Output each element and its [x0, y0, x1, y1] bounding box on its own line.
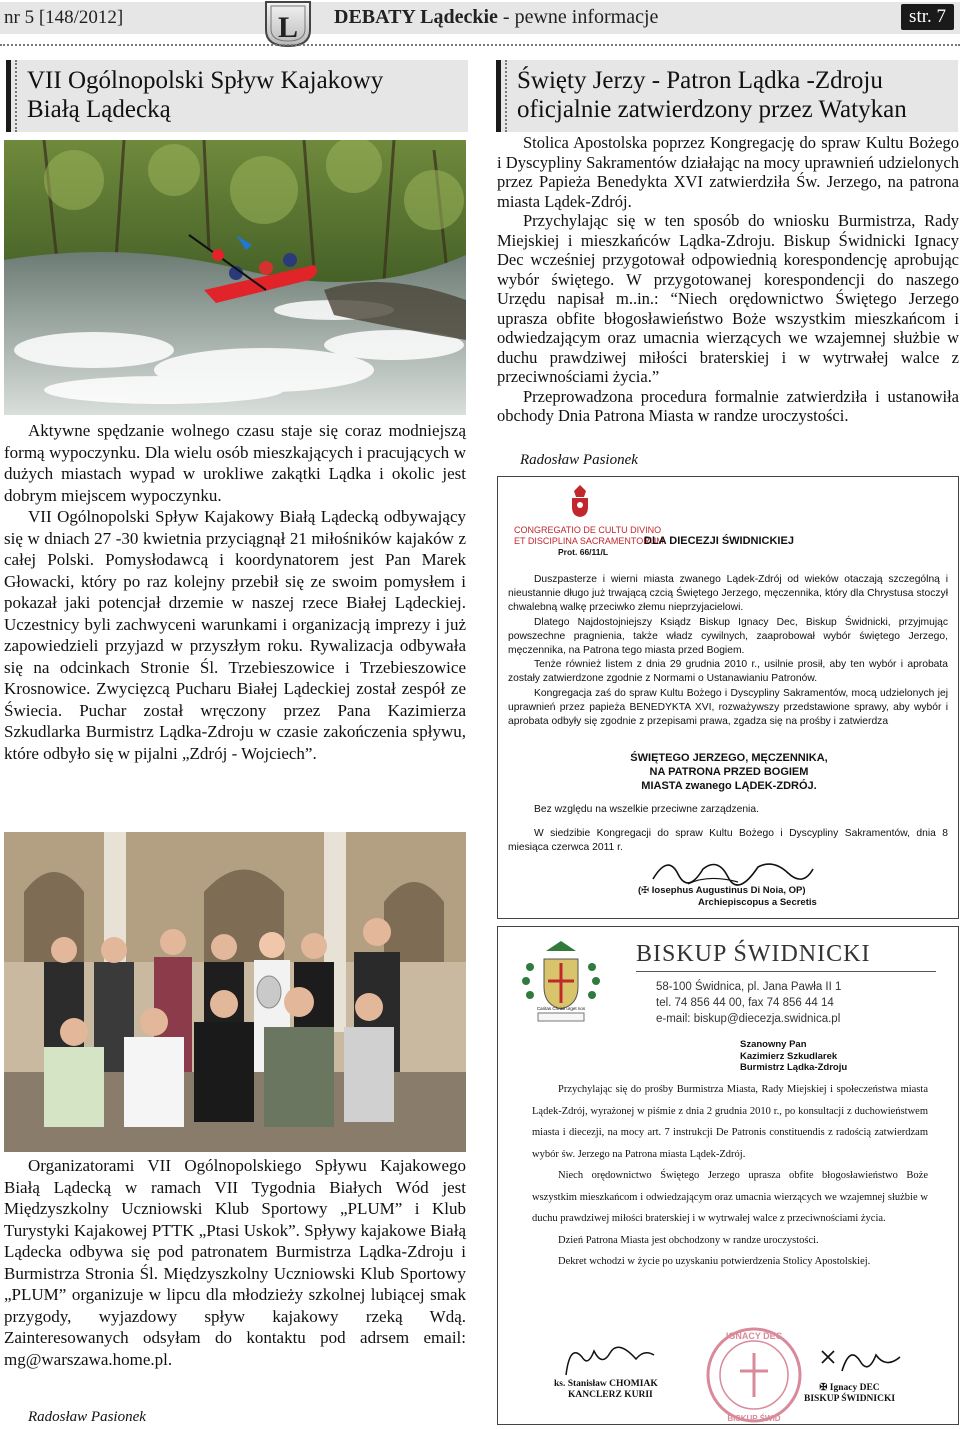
- archbishop-signature-icon: [648, 849, 818, 889]
- vatican-decree-scan: [497, 476, 959, 919]
- left-paragraph-3: Organizatorami VII Ogólnopolskiego Spływu Kajakowego Białą Lądecką w ramach VII Tygodnia Białych Wód jest Międzyszkolny Uczniowski Klub Sportowy „PLUM” i Klub Turystyki Kajakowej PTTK „Ptasi Uskok”. Spływy kajakowe Białą Lądecka odbywa się pod patronatem Burmistrza Lądka-Zdroju i Burmistrza Stronia Śl. Międzyszkolny Uczniowski Klub Sportowy „PLUM” organizuje w lipcu dla młodzieży szkolnej lubiącej smak przygody, wyjazdowy spływ kajakowy rzeką Wdą. Zainteresowanych odsyłam do kontaktu pod adrsem email: mg@warszawa.home.pl.: [4, 1156, 466, 1369]
- page-number-badge: str. 7: [901, 4, 954, 30]
- letter-body: Przychylając się do prośby Burmistrza Miasta, Rady Miejskiej i społeczeństwa miasta Lądek-Zdrój, wyrażonej w piśmie z dnia 2 grudnia 2010 r., po konsultacji z duchowieństwem miasta i diecezji, na mocy art. 7 instrukcji De Patronis constituendis z radością zatwierdzam wybór św. Jerzego na Patrona miasta Lądek-Zdrój. Niech orędownictwo Świętego Jerzego uprasza obfite błogosławieństwo Boże wszystkim mieszkańcom i odwiedzającym oraz umacnia wierzących we wzajemnej służbie w duchu prawdziwej miłości braterskiej i w wytrwałej walce z przeciwnościami życia. Dzień Patrona Miasta jest obchodzony w randze uroczystości. Dekret wchodzi w życie po uzyskaniu potwierdzenia Stolicy Apostolskiej.: [532, 1084, 928, 1267]
- bishop-signature-icon: [816, 1341, 906, 1381]
- kayak-photo: [4, 140, 466, 415]
- left-article-body-bottom: [4, 1155, 466, 1370]
- right-paragraph-3: Przeprowadzona procedura formalnie zatwierdziła i ustanowiła obchody Dnia Patrona Miasta w randze uroczystości.: [497, 386, 959, 425]
- decree-signer-title: Archiepiscopus a Secretis: [698, 897, 817, 908]
- decree-closing: Bez względu na wszelkie przeciwne zarządzenia. W siedzibie Kongregacji do spraw Kultu Bożego i Dyscypliny Sakramentów, dnia 8 miesiąca czerwca 2011 r.: [508, 804, 948, 854]
- left-article-body-top: [4, 420, 466, 764]
- right-paragraph-1: Stolica Apostolska poprzez Kongregację do spraw Kultu Bożego i Dyscypliny Sakramentów działając na mocy uprawnień udzielonych przez Papieża Benedykta XVI zatwierdziła Św. Jerzego, na patrona miasta Lądek-Zdrój.: [497, 133, 959, 211]
- group-photo: [4, 832, 466, 1152]
- decree-heading: DLA DIECEZJI ŚWIDNICKIEJ: [644, 535, 794, 547]
- right-byline: Radosław Pasionek: [520, 452, 638, 468]
- bishop-coat-of-arms-icon: [516, 937, 606, 1027]
- seal-text-top: IGNACY DEC: [725, 1331, 783, 1341]
- header-divider: [0, 44, 960, 46]
- decree-declaration: ŚWIĘTEGO JERZEGO, MĘCZENNIKA, NA PATRONA PRZED BOGIEM MIASTA zwanego LĄDEK-ZDRÓJ.: [630, 752, 828, 792]
- newspaper-logo: [264, 0, 312, 48]
- letterhead-rule: [636, 971, 936, 972]
- right-article-body: [497, 133, 959, 426]
- bishop-letterhead: BISKUP ŚWIDNICKI: [636, 941, 871, 967]
- left-paragraph-1: Aktywne spędzanie wolnego czasu staje się coraz modniejszą formą wypoczynku. Dla wielu osób mieszkających i pracujących w dużych miastach wypad w urokliwe zakątki Lądka i okolic jest dobrym miejscem wypoczynku.: [4, 421, 466, 505]
- right-article-title-box: [496, 60, 958, 132]
- right-article-title: Święty Jerzy - Patron Lądka -Zdroju oficjalnie zatwierdzony przez Watykan: [517, 67, 907, 123]
- left-paragraph-2: VII Ogólnopolski Spływ Kajakowy Białą Lądecką odbywający się w dniach 27 -30 kwietnia przyciągnął 21 miłośników kajaków z całej Polski. Pomysłodawcą i koordynatorem jest Pan Marek Głowacki, który po raz kolejny przebił się ze swoim pomysłem i pokazał jaki potencjał drzemie w naszej rzece Białej Lądeckiej. Uczestnicy byli zachwyceni warunkami i organizacją imprezy i już zapowiedzieli przyjazd w przyszłym roku. Rywalizacja odbywała się na odcinkach Stronie Śl. Trzebieszowice i Trzebieszowice Krosnowice. Zwycięzcą Pucharu Białej Lądeckiej został zespół ze Świecia. Puchar został wręczony przez Pana Kazimierza Szkudlarka Burmistrz Lądka-Zdroju w czasie zakończenia spływu, które odbyło się w pijalni „Zdrój - Wojciech”.: [4, 507, 466, 763]
- seal-text-bottom: BISKUP ŚWID: [727, 1414, 781, 1423]
- left-byline: Radosław Pasionek: [28, 1409, 146, 1425]
- bishop-seal-icon: [704, 1325, 804, 1425]
- decree-body: Duszpasterze i wierni miasta zwanego Lądek-Zdrój od wieków otaczają szczególną i nieustannie długo już trwającą czcią Świętego Jerzego, męczennika, który dla Chrystusa stoczył chwalebną walkę przeciwko złemu nieprzyjacielowi. Dlatego Najdostojniejszy Ksiądz Biskup Ignacy Dec, Biskup Świdnicki, przyjmując powszechne pragnienia, także władz cywilnych, zaaprobował wybór świętego Jerzego, męczennika, na Patrona tego miasta przed Bogiem. Tenże również listem z dnia 29 grudnia 2010 r., usilnie prosił, aby ten wybór i aprobata zostały zatwierdzone zgodnie z Normami o Ustanawianiu Patronów. Kongregacja zaś do spraw Kultu Bożego i Dyscypliny Sakramentów, mocą udzielonych jej uprawnień przez papieża BENEDYKTA XVI, rozważywszy przedstawione sprawy, aby wybór i aprobata odbyły się zgodnie z przepisami prawa, zgadza się na prośby i zatwierdza: [508, 574, 948, 728]
- papal-coat-of-arms-icon: [562, 483, 598, 519]
- bishop-name: ✠ Ignacy DEC BISKUP ŚWIDNICKI: [804, 1383, 896, 1404]
- chancellor-name: ks. Stanisław CHOMIAK KANCLERZ KURII: [554, 1379, 658, 1400]
- masthead: [334, 6, 658, 29]
- masthead-title: DEBATY Lądeckie: [334, 6, 498, 28]
- crest-motto: Caritas Christi urget nos: [536, 1006, 586, 1011]
- chancellor-signature-icon: [558, 1337, 658, 1381]
- congregation-name: CONGREGATIO DE CULTU DIVINO ET DISCIPLINA SACRAMENTORUM: [514, 525, 664, 546]
- protocol-number: Prot. 66/11/L: [558, 547, 609, 557]
- right-paragraph-2: Przychylając się w ten sposób do wniosku Burmistrza, Rady Miejskiej i mieszkańców Lądka-Zdroju. Biskup Świdnicki Ignacy Dec wcześniej przygotował odpowiednią korespondencję aprobując wybór świętego. W przygotowanej korespondencji do naszego Urzędu napisał m..in.: “Niech orędownictwo Świętego Jerzego uprasza obfite błogosławieństwo Boże wszystkim mieszkańcom i odwiedzającym oraz umacnia wierzących we wzajemnej służbie w duchu prawdziwej miłości braterskiej i w wytrwałej walce z przeciwnościami życia.”: [497, 211, 959, 386]
- bishop-address: 58-100 Świdnica, pl. Jana Pawła II 1 tel. 74 856 44 00, fax 74 856 44 14 e-mail: biskup@diecezja.swidnica.pl: [656, 981, 842, 1025]
- logo-letter: L: [277, 11, 299, 44]
- letter-recipient: Szanowny Pan Kazimierz Szkudlarek Burmistrz Lądka-Zdroju: [740, 1039, 848, 1073]
- left-article-title: VII Ogólnopolski Spływ Kajakowy Białą Lądecką: [27, 67, 384, 123]
- masthead-tagline: - pewne informacje: [497, 6, 659, 28]
- issue-number: nr 5 [148/2012]: [4, 7, 124, 28]
- page-header: [0, 0, 960, 44]
- decree-signer: (✠ Iosephus Augustinus Di Noia, OP): [638, 885, 806, 896]
- left-article-title-box: [6, 60, 468, 132]
- bishop-letter-scan: [497, 926, 959, 1425]
